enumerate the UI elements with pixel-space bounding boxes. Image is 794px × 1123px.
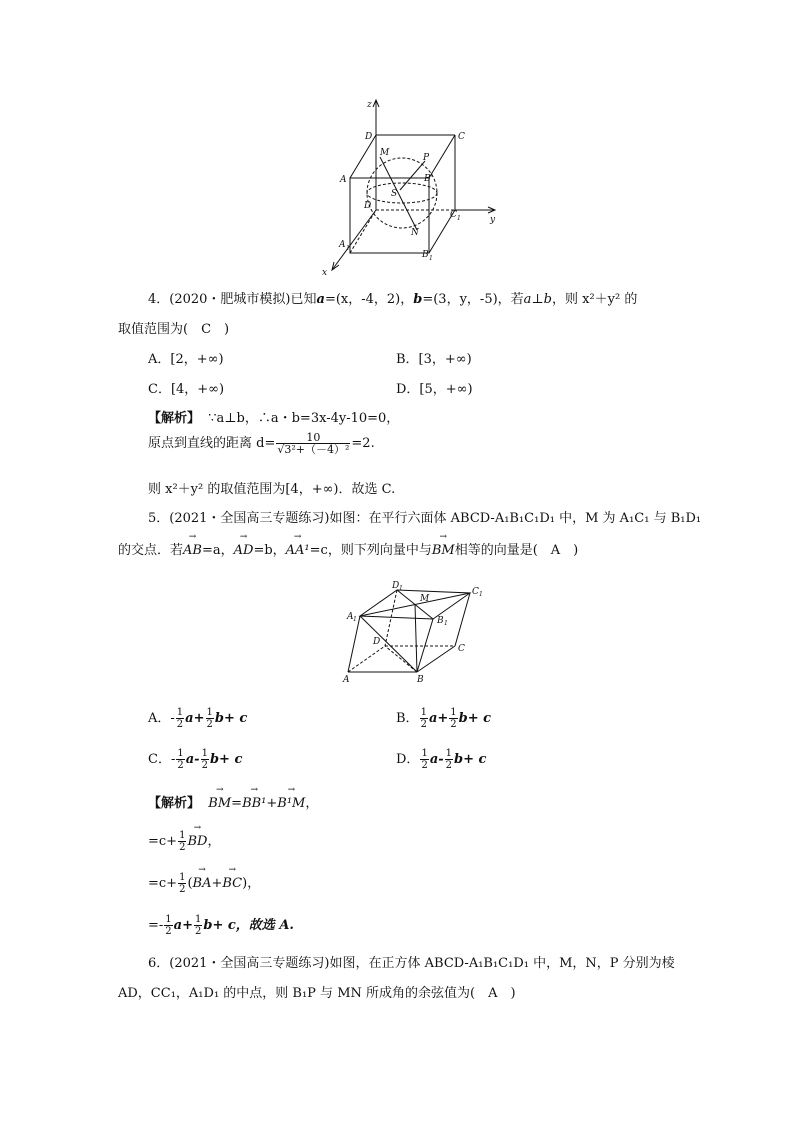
label-D1-sub: 1 xyxy=(399,585,403,592)
q5-analysis-line1: 【解析】 → BM=→ BB¹+→ B¹M， xyxy=(148,792,318,811)
q5-option-d: D． $\frac{1}{2}$ a- $\frac{1}{2}$ b+ c xyxy=(396,748,487,771)
q6-stem-line1: 6．(2021・全国高三专题练习)如图，在正方体 ABCD-A₁B₁C₁D₁ 中，M，N，P 分别为棱 xyxy=(148,956,675,971)
label-y: y xyxy=(490,215,496,225)
label-B-prime: B' xyxy=(424,174,434,184)
q4-analysis-line1: 【解析】 ∵a⊥b，∴a・b=3x-4y-10=0， xyxy=(148,411,400,426)
q5-option-a: A．- $\frac{1}{2}$ a+ $\frac{1}{2}$ b+ c xyxy=(148,707,248,730)
label-A: A xyxy=(343,675,350,685)
label-A1-sub: 1 xyxy=(353,616,357,623)
label-B: B xyxy=(417,675,424,685)
label-B1: B xyxy=(437,616,444,626)
label-z: z xyxy=(367,100,372,110)
label-S: S xyxy=(391,189,398,199)
q6-stem-line2: AD，CC₁，A₁D₁ 的中点，则 B₁P 与 MN 所成角的余弦值为( A ) xyxy=(118,986,516,1001)
label-M: M xyxy=(420,594,430,604)
label-A1: A xyxy=(339,240,346,250)
q4-option-b: B．[3，+∞) xyxy=(396,352,472,367)
cube-sphere-figure xyxy=(320,95,510,280)
q4-stem-line2: 取值范围为( C ) xyxy=(118,322,230,337)
analysis-tag: 【解析】 xyxy=(148,411,201,426)
label-D-lower: D xyxy=(364,201,372,211)
label-C1: C xyxy=(450,210,457,220)
parallelepiped-figure xyxy=(340,578,490,686)
label-B1-sub: 1 xyxy=(429,255,433,262)
q5-stem-line1: 5．(2021・全国高三专题练习)如图：在平行六面体 ABCD-A₁B₁C₁D₁ 中，M 为 A₁C₁ 与 B₁D₁ xyxy=(148,511,702,526)
label-D: D xyxy=(373,637,381,647)
label-C1: C xyxy=(472,587,479,597)
label-B1-sub: 1 xyxy=(444,620,448,627)
label-C1-sub: 1 xyxy=(479,591,483,598)
q5-analysis-line2: =c+ $\frac{1}{2}$ → BD， xyxy=(148,830,220,853)
label-A1: A xyxy=(347,612,354,622)
q4-option-a: A．[2，+∞) xyxy=(148,352,224,367)
label-C: C xyxy=(458,132,465,142)
label-C1-sub: 1 xyxy=(457,215,461,222)
q4-analysis-line2: 原点到直线的距离 d= $\frac{10}{\text{√3²+（－4）²}}$ =2. xyxy=(148,431,375,456)
label-C: C xyxy=(458,644,465,654)
analysis-tag: 【解析】 xyxy=(148,796,201,811)
q4-analysis-line3: 则 x²＋y² 的取值范围为[4，+∞)．故选 C. xyxy=(148,482,396,497)
label-B1: B xyxy=(422,250,429,260)
q5-option-b: B． $\frac{1}{2}$ a+ $\frac{1}{2}$ b+ c xyxy=(396,707,492,730)
q4-option-d: D．[5，+∞) xyxy=(396,382,473,397)
q4-stem-line1: 4．(2020・肥城市模拟)已知a=(x，-4，2)，b=(3，y，-5)，若a⊥b，则 x²＋y² 的 xyxy=(148,292,638,307)
label-D1: D xyxy=(392,581,400,591)
label-A1-sub: 1 xyxy=(346,245,350,252)
q5-analysis-line3: =c+ $\frac{1}{2}$ (→ BA+→ BC)， xyxy=(148,872,260,895)
label-D: D xyxy=(365,132,373,142)
label-N: N xyxy=(411,228,419,238)
q5-stem-line2: 的交点．若→ AB=a，→ AD=b，→ AA¹=c，则下列向量中与→ BM相等的向量是( A ) xyxy=(118,539,578,558)
label-x: x xyxy=(322,268,328,278)
q4-option-c: C．[4，+∞) xyxy=(148,382,225,397)
label-A: A xyxy=(340,175,347,185)
label-P: P xyxy=(423,153,430,163)
q5-option-c: C．- $\frac{1}{2}$ a- $\frac{1}{2}$ b+ c xyxy=(148,748,243,771)
label-M: M xyxy=(380,148,390,158)
q5-analysis-line4: =- $\frac{1}{2}$ a+ $\frac{1}{2}$ b+ c，故选 A. xyxy=(148,914,294,937)
